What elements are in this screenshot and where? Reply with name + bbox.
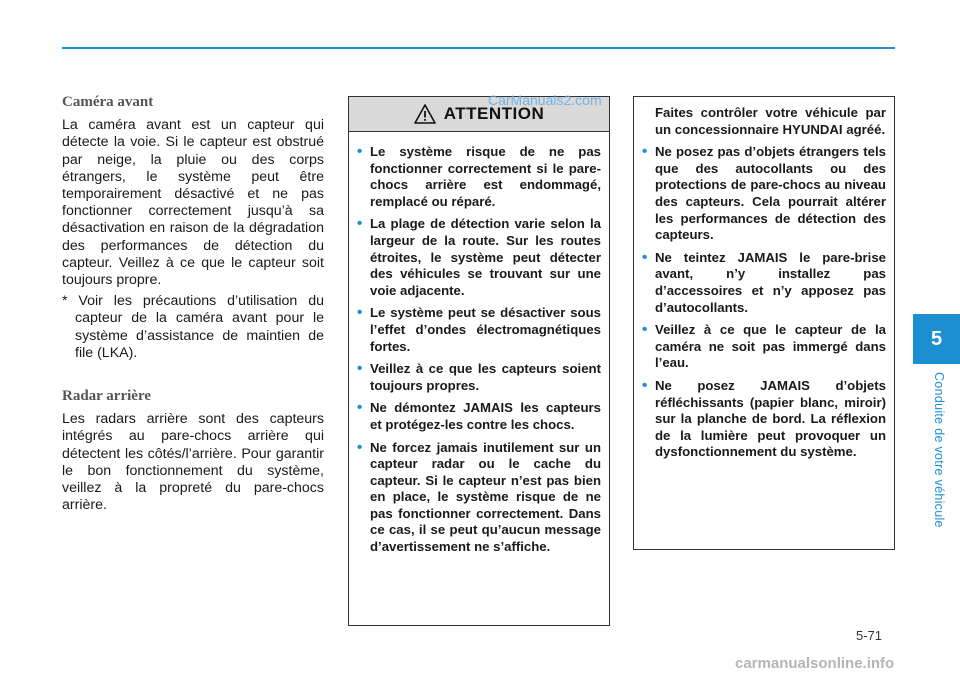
caution-list xyxy=(349,132,609,556)
front-camera-body: La caméra avant est un capteur qui détecte la voie. Si le capteur est obstrué par neige, la pluie ou des corps étrangers, le système peut être temporairement désactivé et ne pas fonctionner correctement jusqu’à sa désactivation en raison de la dégradation des performances de détection du capteur. Veillez à ce que le capteur soit toujours propre. xyxy=(62,117,324,289)
caution-item: • La plage de détection varie selon la largeur de la route. Sur les routes étroites, le système peut détecter des véhicules se trouvant sur une voie adjacente. xyxy=(357,216,601,299)
caution-continued-box xyxy=(633,96,895,550)
warning-triangle-icon xyxy=(414,104,436,124)
page-number: 5-71 xyxy=(856,628,883,643)
front-camera-note: * Voir les précautions d’utilisation du capteur de la caméra avant pour le système d’assistance de maintien de file (LKA). xyxy=(62,293,324,361)
section-title-front-camera: Caméra avant xyxy=(62,94,154,110)
caution-continued-lead: Faites contrôler votre véhicule par un concessionnaire HYUNDAI agréé. xyxy=(655,105,886,137)
chapter-label: Conduite de votre véhicule xyxy=(932,372,946,528)
caution-title: ATTENTION xyxy=(443,104,545,123)
watermark-top: CarManuals2.com xyxy=(488,92,602,108)
caution-item: • Ne teintez JAMAIS le pare-brise avant, n’y installez pas d’accessoires et n’y apposez pas d’autocollants. xyxy=(642,250,886,316)
caution-item: • Ne démontez JAMAIS les capteurs et protégez-les contre les chocs. xyxy=(357,400,601,433)
caution-item: • Veillez à ce que le capteur de la caméra ne soit pas immergé dans l’eau. xyxy=(642,322,886,372)
left-column xyxy=(62,94,324,514)
caution-item: • Veillez à ce que les capteurs soient toujours propres. xyxy=(357,361,601,394)
section-title-rear-radar: Radar arrière xyxy=(62,388,151,405)
chapter-tab: 5 xyxy=(913,314,960,364)
caution-item: • Ne posez pas d’objets étrangers tels que des autocollants ou des protections de pare-chocs au niveau des capteurs. Cela pourrait altérer les performances de détection des capteurs. xyxy=(642,144,886,244)
caution-item: • Ne posez JAMAIS d’objets réfléchissants (papier blanc, miroir) sur la planche de bord. La réflexion de la lumière peut provoquer un dysfonctionnement du système. xyxy=(642,378,886,461)
top-rule xyxy=(62,47,895,49)
caution-item: • Le système peut se désactiver sous l’effet d’ondes électromagnétiques fortes. xyxy=(357,305,601,355)
caution-item: • Ne forcez jamais inutilement sur un capteur radar ou le cache du capteur. Si le capteur n’est pas bien en place, le système risque de ne pas fonctionner correctement. Dans ce cas, il se peut qu’aucun message d’avertissement ne s’affiche. xyxy=(357,440,601,556)
watermark-bottom: carmanualsonline.info xyxy=(735,655,895,672)
caution-box xyxy=(348,96,610,626)
caution-item: • Le système risque de ne pas fonctionner correctement si le pare-chocs arrière est endommagé, remplacé ou réparé. xyxy=(357,144,601,210)
caution-continued-list xyxy=(634,144,894,461)
rear-radar-body: Les radars arrière sont des capteurs intégrés au pare-chocs arrière qui détectent les côtés/l’arrière. Pour garantir le bon fonctionnement du système, veillez à la propreté du pare-chocs arrière. xyxy=(62,411,324,514)
